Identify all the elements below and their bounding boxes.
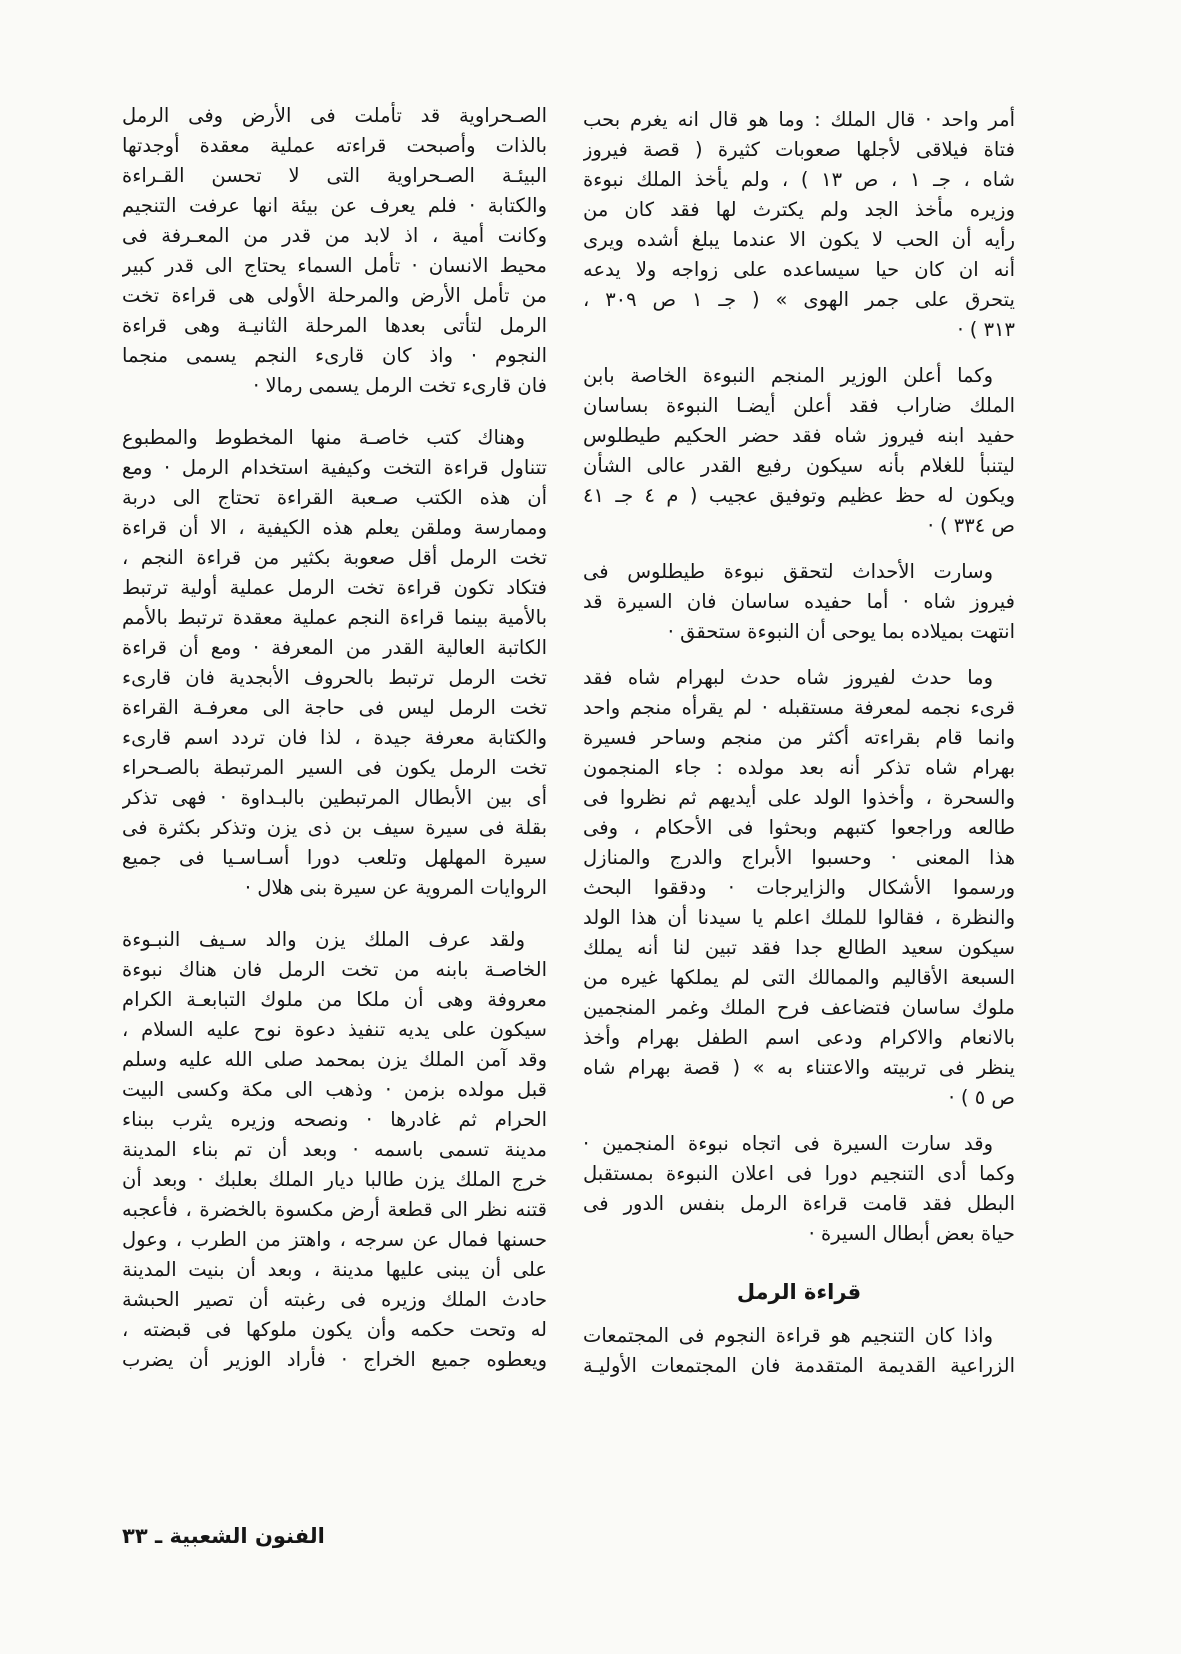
text-line: السبعة الأقاليم والممالك التى لم يملكها غيره من (583, 966, 1015, 989)
text-line: محيط الانسان · تأمل السماء يحتاج الى قدر كبير (122, 254, 547, 277)
text-line: انتهت بميلاده بما يوحى أن النبوءة ستحقق · (667, 620, 1015, 643)
text-line: أنه ان كان حيا سيساعده على زواجه ولا يدعه (583, 258, 1015, 281)
text-line: الخاصـة بابنه من تخت الرمل فان هناك نبوءة (122, 958, 547, 981)
text-line: ويعطوه جميع الخراج · فأراد الوزير أن يضرب (122, 1348, 547, 1371)
text-line: أمر واحد · قال الملك : وما هو قال انه يغرم بحب (583, 108, 1015, 131)
text-line: فان قارىء تخت الرمل يسمى رمالا · (253, 374, 547, 397)
text-line: وكانت أمية ، اذ لابد من قدر من المعـرفة فى (122, 224, 547, 247)
text-line: بالأمية بينما قراءة النجم عملية معقدة ترتبط بالأمم (122, 606, 547, 629)
right-column (583, 105, 1015, 1381)
text-line: بقلة فى سيرة سيف بن ذى يزن وتذكر بكثرة فى (122, 816, 547, 839)
text-line: وانما قام بقراءته أكثر من منجم وساحر فسيرة (583, 726, 1015, 749)
text-line: البطل فقد قامت قراءة الرمل بنفس الدور فى (583, 1192, 1015, 1215)
text-line: الرمل لتأتى بعدها المرحلة الثانيـة وهى قراءة (122, 314, 547, 337)
text-line: الزراعية القديمة المتقدمة فان المجتمعات الأوليـة (583, 1354, 1015, 1377)
text-line: ورسموا الأشكال والزايرجات · ودققوا البحث (583, 876, 1015, 899)
paragraph (583, 663, 1015, 1113)
paragraph (122, 101, 547, 401)
text-line: وقد آمن الملك يزن بمحمد صلى الله عليه وسلم (122, 1048, 547, 1071)
paragraph (583, 1321, 1015, 1381)
text-line: أى بين الأبطال المرتبطين بالبـداوة · فهى تذكر (122, 786, 547, 809)
text-line: مدينة تسمى باسمه · وبعد أن تم بناء المدينة (122, 1138, 547, 1161)
text-line: طالعه وراجعوا كتبهم وبحثوا فى الأحكام ، وفى (583, 816, 1015, 839)
text-line: تخت الرمل ترتبط بالحروف الأبجدية فان قارىء (122, 666, 547, 689)
text-line: ملوك ساسان فتضاعف فرح الملك وغمر المنجمين (583, 996, 1015, 1019)
text-line: قبل مولده بزمن · وذهب الى مكة وكسى البيت (122, 1078, 547, 1101)
text-line: له وتحت حكمه وأن يكون ملوكها فى قبضته ، (122, 1318, 547, 1341)
paragraph (583, 1129, 1015, 1249)
text-line: تتناول قراءة التخت وكيفية استخدام الرمل · ومع (122, 456, 547, 479)
text-line: تخت الرمل أقل صعوبة بكثير من قراءة النجم ، (122, 546, 547, 569)
text-line: فتاة فيلاقى لأجلها صعوبات كثيرة ( قصة فيروز (583, 138, 1015, 161)
text-line: رأيه أن الحب لا يكون الا عندما يبلغ أشده ويرى (583, 228, 1015, 251)
paragraph (122, 925, 547, 1375)
text-line: حياة بعض أبطال السيرة · (808, 1222, 1015, 1245)
text-line: وكما أدى التنجيم دورا فى اعلان النبوءة بمستقبل (583, 1162, 1015, 1185)
text-line: حفيد ابنه فيروز شاه فقد حضر الحكيم طيطلوس (583, 424, 1015, 447)
text-line: تخت الرمل ليس فى حاجة الى معرفـة القراءة (122, 696, 547, 719)
text-line: والنظرة ، فقالوا للملك اعلم يا سيدنا أن هذا الولد (583, 906, 1015, 929)
text-line: الروايات المروية عن سيرة بنى هلال · (244, 876, 547, 899)
text-line: وممارسة وملقن يعلم هذه الكيفية ، الا أن قراءة (122, 516, 547, 539)
text-line: وسارت الأحداث لتحقق نبوءة طيطلوس فى (583, 560, 993, 583)
text-line: سيكون سعيد الطالع جدا فقد تبين لنا أنه يملك (583, 936, 1015, 959)
text-line: سيكون على يديه تنفيذ دعوة نوح عليه السلام ، (122, 1018, 547, 1041)
text-line: قرىء نجمه لمعرفة مستقبله · لم يقرأه منجم واحد (583, 696, 1015, 719)
text-line: أن هذه الكتب صـعبة القراءة تحتاج الى دربة (122, 486, 547, 509)
text-line: ينظر فى تربيته والاعتناء به » ( قصة بهرام شاه (583, 1056, 1015, 1079)
text-line: سيرة المهلهل وتلعب دورا أسـاسـيا فى جميع (122, 846, 547, 869)
text-line: ص ٥ ) · (948, 1086, 1015, 1109)
text-line: والكتابة · فلم يعرف عن بيئة انها عرفت التنجيم (122, 194, 547, 217)
text-line: فيروز شاه · أما حفيده ساسان فان السيرة قد (583, 590, 1015, 613)
text-line: تخت الرمل يكون فى السير المرتبطة بالصـحراء (122, 756, 547, 779)
text-line: الصـحراوية قد تأملت فى الأرض وفى الرمل (122, 104, 547, 127)
text-line: الملك ضاراب فقد أعلن أيضـا النبوءة بساسان (583, 394, 1015, 417)
text-line: ٣١٣ ) · (957, 318, 1015, 341)
text-line: والسحرة ، وأخذوا الولد على أيديهم ثم نظروا فى (583, 786, 1015, 809)
text-line: بالذات وأصبحت قراءته عملية معقدة أوجدتها (122, 134, 547, 157)
text-line: الحرام ثم غادرها · ونصحه وزيره يثرب ببناء (122, 1108, 547, 1131)
paragraph (122, 423, 547, 903)
text-line: وهناك كتب خاصـة منها المخطوط والمطبوع (122, 426, 525, 449)
text-line: فتكاد تكون قراءة تخت الرمل عملية أولية ترتبط (122, 576, 547, 599)
text-line: البيئـة الصـحراوية التى لا تحسن القـراءة (122, 164, 547, 187)
text-line: حادث الملك وزيره فى رغبته أن تصير الحبشة (122, 1288, 547, 1311)
text-line: بهرام شاه تذكر أنه بعد مولده : جاء المنجمون (583, 756, 1015, 779)
text-line: ويكون له حظ عظيم وتوفيق عجيب ( م ٤ جـ ٤١ (583, 484, 1015, 507)
text-line: الكاتبة العالية القدر من المعرفة · ومع أن قراءة (122, 636, 547, 659)
text-line: والكتابة معرفة جيدة ، لذا فان تردد اسم قارىء (122, 726, 547, 749)
text-line: ليتنبأ للغلام بأنه سيكون رفيع القدر عالى الشأن (583, 454, 1015, 477)
text-line: وقد سارت السيرة فى اتجاه نبوءة المنجمين · (583, 1132, 993, 1155)
text-line: قتنه نظر الى قطعة أرض مكسوة بالخضرة ، فأعجبه (122, 1198, 547, 1221)
text-line: ص ٣٣٤ ) · (927, 514, 1015, 537)
text-line: حسنها فمال عن سرجه ، واهتز من الطرب ، وعول (122, 1228, 547, 1251)
section-heading: قراءة الرمل (736, 1280, 862, 1304)
text-line: من تأمل الأرض والمرحلة الأولى هى قراءة تخت (122, 284, 547, 307)
text-line: بالانعام والاكرام ودعى اسم الطفل بهرام وأخذ (583, 1026, 1015, 1049)
text-line: يتحرق على جمر الهوى » ( جـ ١ ص ٣٠٩ ، (583, 288, 1015, 311)
text-line: واذا كان التنجيم هو قراءة النجوم فى المجتمعات (583, 1324, 993, 1347)
text-line: النجوم · واذ كان قارىء النجم يسمى منجما (122, 344, 547, 367)
left-column (122, 101, 547, 1375)
text-line: هذا المعنى · وحسبوا الأبراج والدرج والمنازل (583, 846, 1015, 869)
text-line: وزيره مأخذ الجد ولم يكترث لها فقد كان من (583, 198, 1015, 221)
page-footer: الفنون الشعبية ـ ٣٣ (122, 1524, 325, 1548)
text-line: على أن يبنى عليها مدينة ، وبعد أن بنيت المدينة (122, 1258, 547, 1281)
paragraph (583, 361, 1015, 541)
text-line: معروفة وهى أن ملكا من ملوك التبابعـة الكرام (122, 988, 547, 1011)
text-line: وكما أعلن الوزير المنجم النبوءة الخاصة بابن (583, 364, 993, 387)
paragraph (583, 557, 1015, 647)
paragraph (583, 105, 1015, 345)
text-line: وما حدث لفيروز شاه حدث لبهرام شاه فقد (583, 666, 993, 689)
text-line: شاه ، جـ ١ ، ص ١٣ ) ، ولم يأخذ الملك نبوءة (583, 168, 1015, 191)
text-line: ولقد عرف الملك يزن والد سـيف النبـوءة (122, 928, 525, 951)
text-line: خرج الملك يزن طالبا ديار الملك بعلبك · وبعد أن (122, 1168, 547, 1191)
